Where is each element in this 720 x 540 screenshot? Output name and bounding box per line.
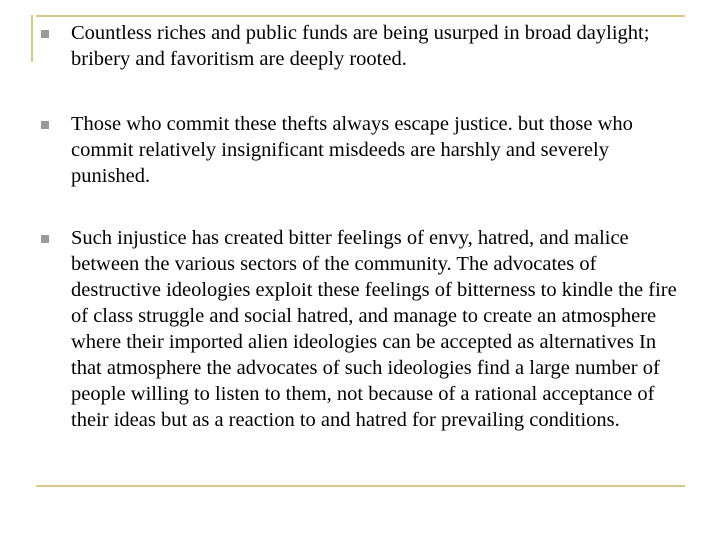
bullet-text: Such injustice has created bitter feelings of envy, hatred, and malice between the various sectors of the community. The advocates of destructive ideologies exploit these feelings of bitterness to kindle the fire of class struggle and social hatred, and manage to create an atmosphere where their imported alien ideologies can be accepted as alternatives In that atmosphere the advocates of such ideologies find a large number of people willing to listen to them, not because of a rational acceptance of their ideas but as a reaction to and hatred for prevailing conditions. — [71, 227, 677, 431]
square-bullet-icon — [41, 121, 49, 129]
bullet-text: Countless riches and public funds are being usurped in broad daylight; bribery and favoritism are deeply rooted. — [71, 22, 650, 70]
bottom-rule — [36, 485, 685, 487]
left-rule — [31, 15, 33, 62]
square-bullet-icon — [41, 235, 49, 243]
square-bullet-icon — [41, 30, 49, 38]
bullet-text: Those who commit these thefts always escape justice. but those who commit relatively insignificant misdeeds are harshly and severely punished. — [71, 113, 633, 187]
top-rule — [36, 15, 685, 17]
